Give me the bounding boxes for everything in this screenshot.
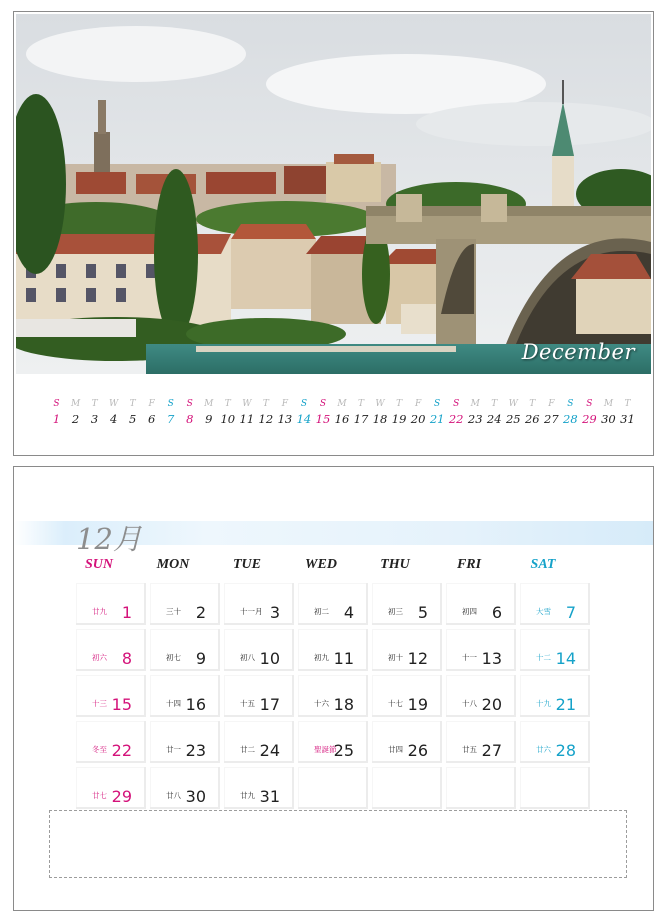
day-number: 19 — [407, 695, 428, 714]
day-number: 22 — [111, 741, 132, 760]
day-number: 5 — [417, 603, 428, 622]
lunar-date-label: 初九 — [314, 653, 329, 662]
lunar-date-label: 廿六 — [536, 745, 551, 754]
strip-day — [390, 398, 409, 427]
strip-day — [294, 398, 313, 427]
lunar-date-label: 廿九 — [240, 791, 255, 800]
strip-day-number: 3 — [90, 412, 99, 426]
strip-weekday-letter: M — [70, 399, 81, 409]
strip-day-number: 21 — [429, 412, 445, 426]
strip-weekday-letter: F — [414, 399, 422, 409]
strip-weekday-letter: W — [508, 399, 518, 409]
strip-day — [428, 398, 447, 427]
lunar-date-label: 十八 — [462, 699, 477, 708]
day-number: 29 — [111, 787, 132, 806]
strip-day — [371, 398, 390, 427]
lunar-date-label: 十一 — [462, 653, 477, 662]
strip-weekday-letter: T — [624, 399, 631, 409]
day-number: 14 — [555, 649, 576, 668]
strip-day-number: 4 — [109, 412, 118, 426]
day-cell[interactable] — [224, 721, 294, 763]
day-number: 11 — [333, 649, 354, 668]
day-cell[interactable] — [372, 629, 442, 671]
strip-day-number: 14 — [296, 412, 312, 426]
lunar-date-label: 廿八 — [166, 791, 181, 800]
lunar-date-label: 廿九 — [92, 607, 107, 616]
day-number: 31 — [259, 787, 280, 806]
strip-day-number: 23 — [467, 412, 483, 426]
day-cell[interactable] — [150, 675, 220, 717]
strip-weekday-letter: T — [358, 399, 365, 409]
strip-day-number: 8 — [186, 412, 194, 426]
strip-weekday-letter: W — [375, 399, 385, 409]
strip-day-number: 5 — [128, 412, 137, 426]
lunar-date-label: 初三 — [388, 607, 403, 616]
strip-day — [485, 398, 504, 427]
strip-weekday-letter: T — [224, 399, 231, 409]
strip-day-number: 16 — [334, 412, 350, 426]
day-cell[interactable] — [372, 675, 442, 717]
day-cell[interactable] — [76, 629, 146, 671]
weekday-thu: THU — [380, 557, 410, 572]
strip-day-number: 19 — [391, 412, 407, 426]
day-number: 7 — [565, 603, 576, 622]
strip-day-number: 7 — [167, 412, 175, 426]
strip-day-number: 9 — [205, 412, 213, 426]
strip-day — [466, 398, 485, 427]
lunar-date-label: 十四 — [166, 699, 181, 708]
day-number: 4 — [343, 603, 354, 622]
day-number: 8 — [121, 649, 132, 668]
lunar-date-label: 十九 — [536, 699, 551, 708]
month-mini-strip — [47, 398, 637, 427]
day-cell[interactable] — [446, 721, 516, 763]
day-cell[interactable] — [520, 629, 590, 671]
strip-day — [218, 398, 237, 427]
day-number: 28 — [555, 741, 576, 760]
strip-day — [580, 398, 599, 427]
day-number: 23 — [185, 741, 206, 760]
day-number: 27 — [481, 741, 502, 760]
lunar-date-label: 廿四 — [388, 745, 403, 754]
strip-day — [504, 398, 523, 427]
strip-day-number: 24 — [486, 412, 502, 426]
strip-weekday-letter: T — [129, 399, 136, 409]
strip-day — [599, 398, 618, 427]
strip-day — [618, 398, 637, 427]
day-cell[interactable] — [150, 767, 220, 809]
strip-day — [47, 398, 66, 427]
lunar-date-label: 廿七 — [92, 791, 107, 800]
lunar-date-label: 廿五 — [462, 745, 477, 754]
lunar-date-label: 聖誕節 — [314, 745, 337, 754]
strip-day-number: 29 — [582, 412, 597, 426]
strip-weekday-letter: F — [548, 399, 555, 409]
day-cell[interactable] — [150, 583, 220, 625]
day-number: 1 — [121, 603, 132, 622]
lunar-date-label: 十一月 — [240, 607, 263, 616]
day-cell[interactable] — [224, 675, 294, 717]
strip-day-number: 18 — [372, 412, 388, 426]
strip-weekday-letter: F — [281, 399, 289, 409]
empty-day-cell — [520, 767, 590, 809]
month-title: 12月 — [76, 522, 142, 556]
day-number: 21 — [555, 695, 576, 714]
strip-day — [447, 398, 466, 427]
day-number: 26 — [407, 741, 428, 760]
weekday-header-row — [76, 557, 616, 577]
strip-weekday-letter: S — [567, 399, 574, 409]
lunar-date-label: 廿二 — [240, 745, 255, 754]
strip-day-number: 26 — [524, 412, 540, 426]
strip-day-number: 2 — [71, 412, 80, 426]
day-cell[interactable] — [224, 767, 294, 809]
lunar-date-label: 三十 — [166, 607, 181, 616]
day-number: 6 — [491, 603, 502, 622]
top-calendar-page — [13, 11, 654, 456]
day-number: 20 — [481, 695, 502, 714]
day-cell[interactable] — [298, 675, 368, 717]
strip-day — [332, 398, 351, 427]
calendar-grid — [76, 583, 596, 806]
day-cell[interactable] — [372, 721, 442, 763]
city-bridge-photo — [16, 14, 651, 374]
day-cell[interactable] — [298, 721, 368, 763]
strip-day-number: 15 — [315, 412, 331, 426]
day-cell[interactable] — [76, 767, 146, 809]
lunar-date-label: 初八 — [240, 653, 255, 662]
day-cell[interactable] — [520, 583, 590, 625]
day-cell[interactable] — [372, 583, 442, 625]
day-cell[interactable] — [446, 629, 516, 671]
lunar-date-label: 初四 — [462, 607, 477, 616]
strip-day-number: 10 — [220, 412, 236, 426]
strip-day-number: 17 — [353, 412, 369, 426]
day-cell[interactable] — [446, 583, 516, 625]
weekday-mon: MON — [156, 557, 190, 572]
day-cell[interactable] — [76, 721, 146, 763]
strip-day-number: 22 — [448, 412, 464, 426]
day-number: 2 — [195, 603, 206, 622]
month-caption: December — [521, 340, 635, 364]
strip-day — [561, 398, 580, 427]
day-cell[interactable] — [446, 675, 516, 717]
empty-day-cell — [298, 767, 368, 809]
strip-weekday-letter: S — [300, 399, 307, 409]
strip-day — [161, 398, 180, 427]
strip-day-number: 1 — [52, 412, 61, 426]
strip-weekday-letter: T — [529, 399, 536, 409]
day-number: 17 — [259, 695, 280, 714]
day-cell[interactable] — [298, 629, 368, 671]
lunar-date-label: 初十 — [388, 653, 403, 662]
lunar-date-label: 大雪 — [536, 607, 551, 616]
strip-day-number: 11 — [239, 412, 255, 426]
strip-day — [313, 398, 332, 427]
lunar-date-label: 初二 — [314, 607, 329, 616]
strip-day-number: 6 — [148, 412, 156, 426]
strip-weekday-letter: S — [586, 399, 593, 409]
weekday-fri: FRI — [456, 557, 482, 572]
day-cell[interactable] — [298, 583, 368, 625]
strip-weekday-letter: T — [262, 399, 269, 409]
strip-day — [180, 398, 199, 427]
notes-box[interactable] — [49, 810, 627, 878]
strip-day-number: 25 — [505, 412, 521, 426]
strip-weekday-letter: S — [186, 399, 193, 409]
strip-day-number: 30 — [601, 412, 616, 426]
strip-day — [123, 398, 142, 427]
lunar-date-label: 十三 — [92, 699, 107, 708]
strip-weekday-letter: M — [603, 399, 614, 409]
lunar-date-label: 冬至 — [92, 745, 107, 754]
day-cell[interactable] — [224, 629, 294, 671]
weekday-tue: TUE — [233, 557, 261, 572]
day-number: 10 — [259, 649, 280, 668]
strip-weekday-letter: T — [491, 399, 498, 409]
lunar-date-label: 十七 — [388, 699, 403, 708]
strip-day — [237, 398, 256, 427]
weekday-sat: SAT — [530, 557, 556, 572]
strip-day-number: 20 — [410, 412, 426, 426]
strip-day — [409, 398, 428, 427]
strip-weekday-letter: T — [91, 399, 98, 409]
strip-day — [542, 398, 561, 427]
strip-weekday-letter: M — [204, 399, 214, 409]
strip-day — [256, 398, 275, 427]
day-number: 3 — [269, 603, 280, 622]
lunar-date-label: 廿一 — [166, 745, 181, 754]
day-number: 25 — [333, 741, 354, 760]
lunar-date-label: 初七 — [166, 653, 181, 662]
strip-weekday-letter: F — [148, 399, 155, 409]
strip-day-number: 28 — [563, 412, 578, 426]
day-cell[interactable] — [150, 721, 220, 763]
strip-day — [66, 398, 85, 427]
strip-weekday-letter: S — [453, 399, 460, 409]
strip-weekday-letter: W — [108, 399, 119, 409]
strip-day-number: 13 — [277, 412, 293, 426]
day-cell[interactable] — [520, 721, 590, 763]
day-number: 13 — [481, 649, 502, 668]
day-number: 18 — [333, 695, 354, 714]
strip-day — [199, 398, 218, 427]
strip-weekday-letter: S — [167, 399, 174, 409]
day-number: 30 — [185, 787, 206, 806]
strip-day — [275, 398, 294, 427]
day-number: 16 — [185, 695, 206, 714]
lunar-date-label: 初六 — [92, 653, 107, 662]
strip-weekday-letter: W — [242, 399, 252, 409]
strip-day — [352, 398, 371, 427]
strip-weekday-letter: S — [53, 399, 60, 409]
strip-day-number: 27 — [544, 412, 559, 426]
strip-day-number: 31 — [620, 412, 635, 426]
strip-weekday-letter: T — [396, 399, 403, 409]
bottom-calendar-page — [13, 466, 654, 911]
day-number: 12 — [407, 649, 428, 668]
day-number: 24 — [259, 741, 280, 760]
day-cell[interactable] — [150, 629, 220, 671]
day-cell[interactable] — [76, 675, 146, 717]
weekday-wed: WED — [305, 557, 337, 572]
lunar-date-label: 十五 — [240, 699, 255, 708]
strip-day-number: 12 — [258, 412, 274, 426]
strip-day — [85, 398, 104, 427]
strip-weekday-letter: M — [337, 399, 347, 409]
weekday-sun: SUN — [84, 557, 113, 572]
day-cell[interactable] — [224, 583, 294, 625]
strip-weekday-letter: S — [434, 399, 441, 409]
day-number: 15 — [111, 695, 132, 714]
strip-day — [104, 398, 123, 427]
day-number: 9 — [195, 649, 206, 668]
day-cell[interactable] — [520, 675, 590, 717]
empty-day-cell — [446, 767, 516, 809]
strip-day — [142, 398, 161, 427]
lunar-date-label: 十六 — [314, 699, 329, 708]
day-cell[interactable] — [76, 583, 146, 625]
empty-day-cell — [372, 767, 442, 809]
strip-weekday-letter: M — [470, 399, 480, 409]
strip-weekday-letter: S — [319, 399, 327, 409]
lunar-date-label: 十二 — [536, 653, 551, 662]
strip-day — [523, 398, 542, 427]
